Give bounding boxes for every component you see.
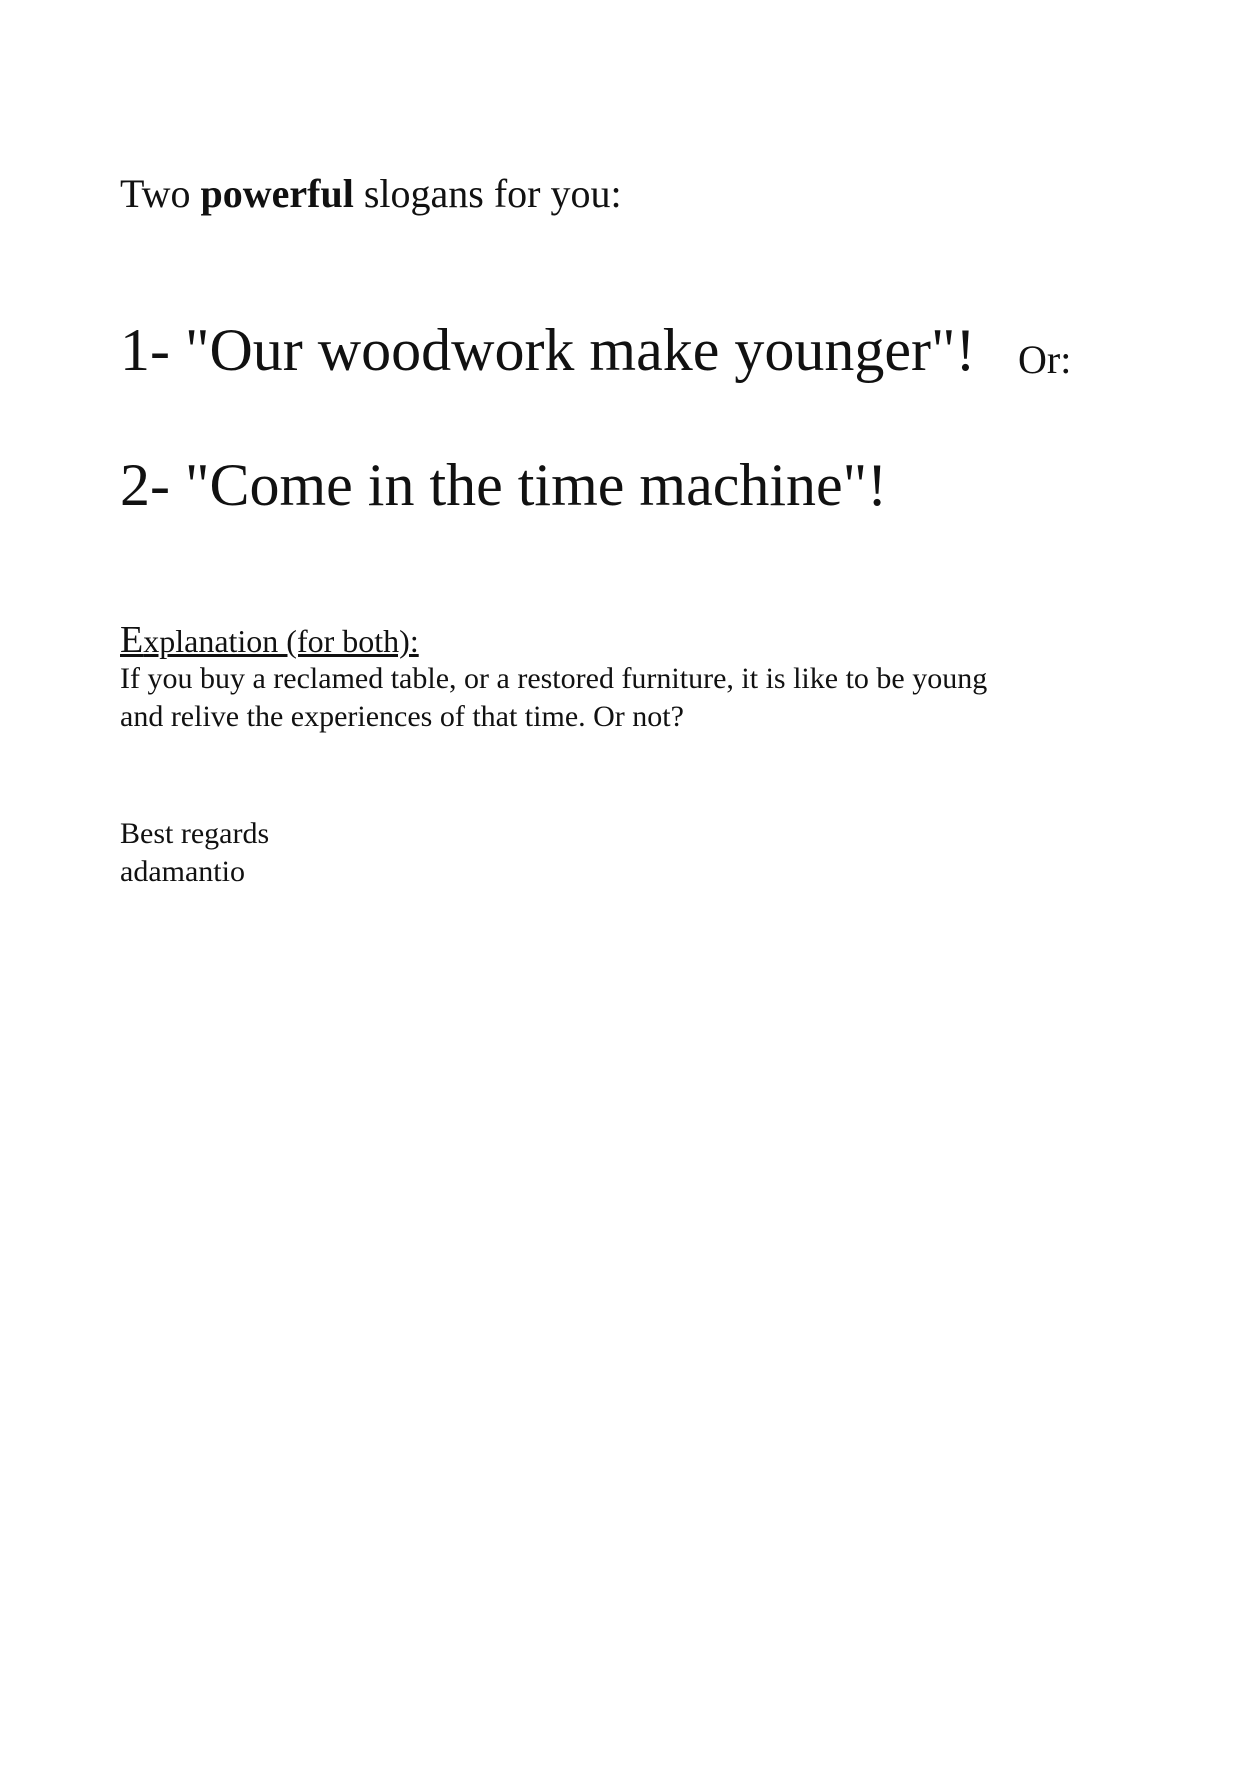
explanation-heading-initial: E xyxy=(120,619,144,661)
slogan-2: 2- "Come in the time machine"! xyxy=(120,452,888,518)
explanation-body xyxy=(120,660,1140,736)
or-label: Or: xyxy=(1018,337,1072,382)
signoff xyxy=(120,815,269,891)
slogan-1: 1- "Our woodwork make younger"! xyxy=(120,317,976,383)
intro-text-after: slogans for you: xyxy=(353,171,622,216)
intro-line xyxy=(120,170,622,218)
explanation-heading-rest: xplanation (for both): xyxy=(143,623,419,659)
intro-text-before: Two xyxy=(120,171,201,216)
signoff-name: adamantio xyxy=(120,855,245,888)
explanation-line-1: If you buy a reclamed table, or a restored furniture, it is like to be young xyxy=(120,662,988,695)
signoff-greeting: Best regards xyxy=(120,817,270,850)
intro-bold-word: powerful xyxy=(200,171,354,216)
explanation-line-2: and relive the experiences of that time. Or not? xyxy=(120,700,684,733)
explanation-heading xyxy=(120,620,419,661)
